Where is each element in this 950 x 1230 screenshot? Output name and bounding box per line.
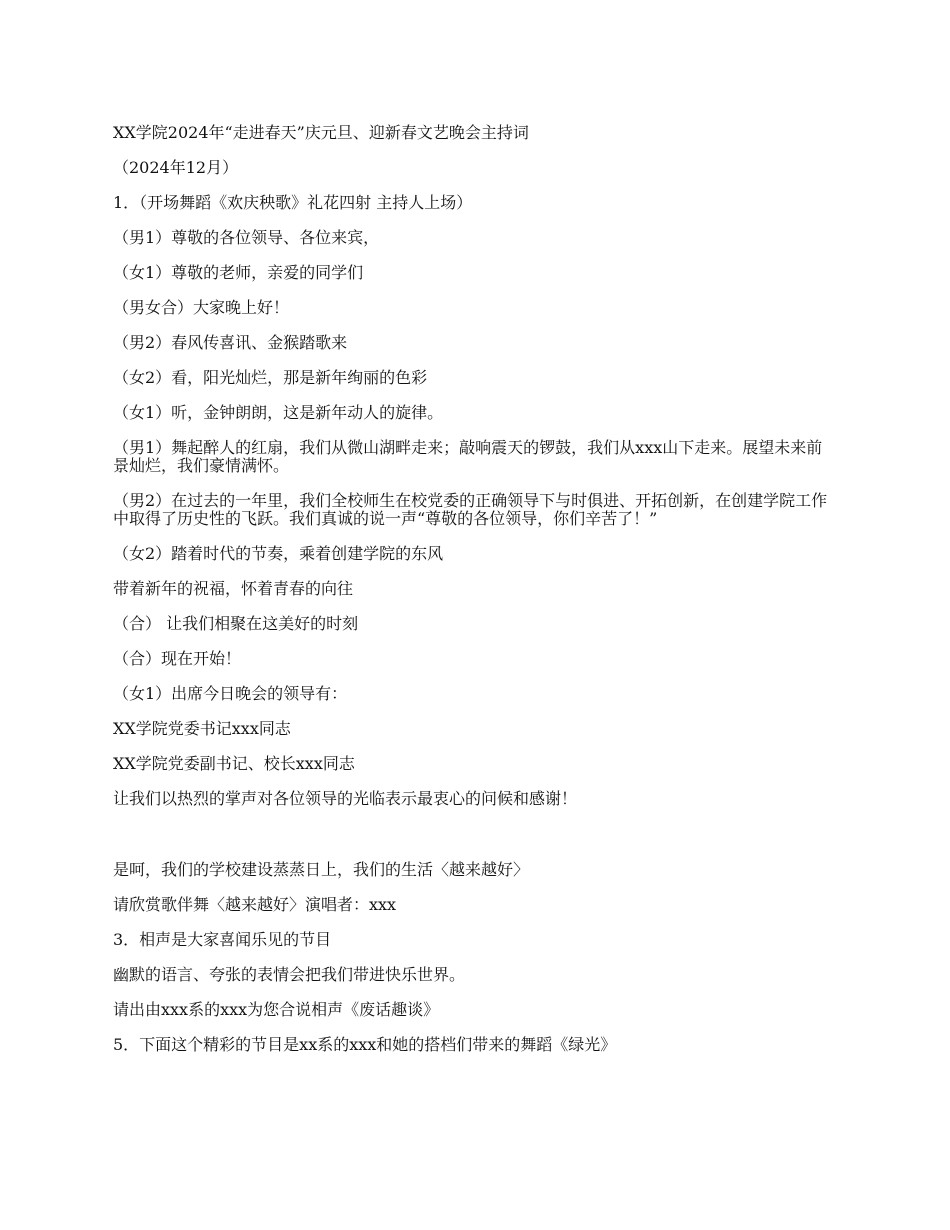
document-date: （2024年12月） (113, 158, 239, 177)
paragraph: （女1）出席今日晚会的领导有： (113, 684, 348, 703)
paragraph: （女2）踏着时代的节奏，乘着创建学院的东风 (113, 544, 444, 563)
paragraph: 1．（开场舞蹈《欢庆秧歌》礼花四射 主持人上场） (113, 193, 473, 212)
document-title: XX学院2024年“走进春天”庆元旦、迎新春文艺晚会主持词 (113, 123, 529, 142)
paragraph: 让我们以热烈的掌声对各位领导的光临表示最衷心的问候和感谢！ (113, 789, 578, 808)
paragraph: （男女合）大家晚上好！ (113, 298, 290, 317)
paragraph: 带着新年的祝福，怀着青春的向往 (113, 579, 354, 598)
paragraph: （合） 让我们相聚在这美好的时刻 (113, 614, 359, 633)
paragraph: 3．相声是大家喜闻乐见的节目 (113, 930, 332, 949)
paragraph: 幽默的语言、夸张的表情会把我们带进快乐世界。 (113, 965, 466, 984)
paragraph: （女1）尊敬的老师，亲爱的同学们 (113, 263, 364, 282)
paragraph: （男2）春风传喜讯、金猴踏歌来 (113, 333, 348, 352)
paragraph: （合）现在开始！ (113, 649, 242, 668)
paragraph: （男1）尊敬的各位领导、各位来宾， (113, 228, 380, 247)
paragraph: 是呵，我们的学校建设蒸蒸日上，我们的生活〈越来越好〉 (113, 860, 530, 879)
paragraph: （男1）舞起醉人的红扇，我们从微山湖畔走来；敲响震天的锣鼓，我们从xxx山下走来。展望未来前景灿烂，我们豪情满怀。 (113, 438, 823, 475)
paragraph: 5．下面这个精彩的节目是xx系的xxx和她的搭档们带来的舞蹈《绿光》 (113, 1035, 617, 1054)
paragraph: （男2）在过去的一年里，我们全校师生在校党委的正确领导下与时俱进、开拓创新，在创建学院工作中取得了历史性的飞跃。我们真诚的说一声“尊敬的各位领导，你们辛苦了！” (113, 491, 828, 528)
paragraph: XX学院党委书记xxx同志 (113, 719, 291, 738)
paragraph: 请出由xxx系的xxx为您合说相声《废话趣谈》 (113, 1000, 440, 1019)
paragraph: 请欣赏歌伴舞〈越来越好〉演唱者：xxx (113, 895, 397, 914)
paragraph: （女1）听，金钟朗朗，这是新年动人的旋律。 (113, 403, 444, 422)
paragraph: XX学院党委副书记、校长xxx同志 (113, 754, 355, 773)
paragraph: （女2）看，阳光灿烂，那是新年绚丽的色彩 (113, 368, 428, 387)
document-body (113, 124, 838, 1071)
